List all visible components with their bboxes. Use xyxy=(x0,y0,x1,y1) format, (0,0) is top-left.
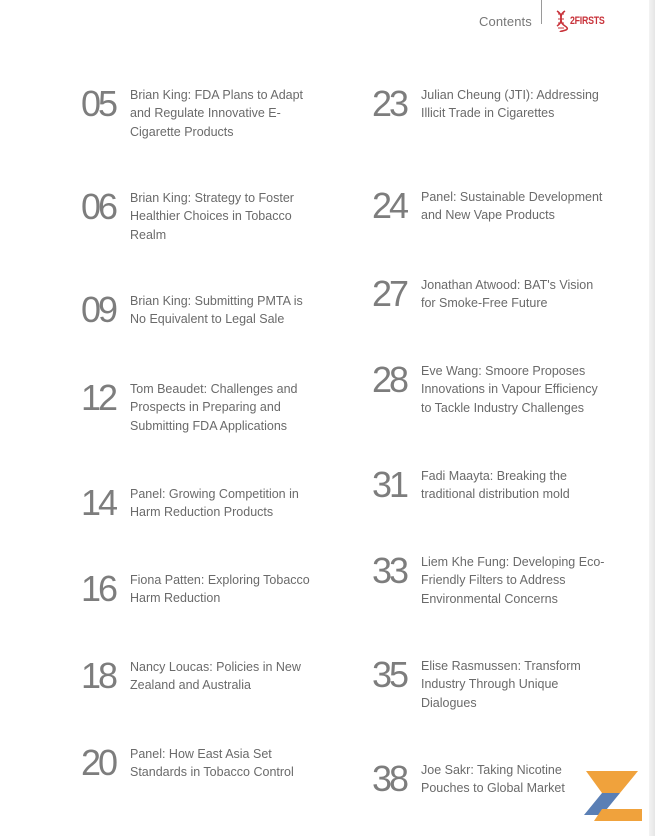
contents-heading: Contents xyxy=(479,14,532,29)
article-title: Elise Rasmussen: Transform Industry Through Unique Dialogues xyxy=(421,659,581,710)
page-number: 31 xyxy=(372,464,407,505)
article-title: Tom Beaudet: Challenges and Prospects in Preparing and Submitting FDA Applications xyxy=(130,382,298,433)
page-number: 12 xyxy=(81,377,116,418)
dna-helix-icon xyxy=(553,10,569,32)
article-title: Jonathan Atwood: BAT's Vision for Smoke-Free Future xyxy=(421,278,594,311)
article-title: Nancy Loucas: Policies in New Zealand and Australia xyxy=(130,660,301,693)
page-number: 23 xyxy=(372,83,407,124)
article-title: Brian King: FDA Plans to Adapt and Regulate Innovative E-Cigarette Products xyxy=(130,88,304,139)
article-title: Fadi Maayta: Breaking the traditional distribution mold xyxy=(421,469,570,502)
article-title: Julian Cheung (JTI): Addressing Illicit Trade in Cigarettes xyxy=(421,88,599,121)
article-title: Brian King: Submitting PMTA is No Equivalent to Legal Sale xyxy=(130,294,303,327)
page-number: 06 xyxy=(81,186,116,227)
article-title: Liem Khe Fung: Developing Eco-Friendly Filters to Address Environmental Concerns xyxy=(421,555,605,606)
brand-name: 2FIRSTS xyxy=(570,15,605,27)
page-number: 35 xyxy=(372,654,407,695)
page-number: 28 xyxy=(372,359,407,400)
page-number: 09 xyxy=(81,289,116,330)
brand-logo xyxy=(553,9,613,33)
page-number: 16 xyxy=(81,568,116,609)
article-title: Joe Sakr: Taking Nicotine Pouches to Global Market xyxy=(421,763,565,796)
article-title: Eve Wang: Smoore Proposes Innovations in Vapour Efficiency to Tackle Industry Challenges xyxy=(421,364,598,415)
page-edge-shadow xyxy=(649,0,655,836)
page-number: 33 xyxy=(372,550,407,591)
article-title: Panel: Growing Competition in Harm Reduction Products xyxy=(130,487,299,520)
header-divider xyxy=(541,0,542,24)
article-title: Fiona Patten: Exploring Tobacco Harm Reduction xyxy=(130,573,310,606)
article-title: Panel: How East Asia Set Standards in Tobacco Control xyxy=(130,747,294,780)
page-number: 24 xyxy=(372,185,407,226)
page-number: 18 xyxy=(81,655,116,696)
page-number: 38 xyxy=(372,758,407,799)
page-number: 20 xyxy=(81,742,116,783)
page-number: 05 xyxy=(81,83,116,124)
page-number: 14 xyxy=(81,482,116,523)
watermark-logo-icon xyxy=(580,769,644,823)
page-number: 27 xyxy=(372,273,407,314)
article-title: Brian King: Strategy to Foster Healthier Choices in Tobacco Realm xyxy=(130,191,294,242)
article-title: Panel: Sustainable Development and New Vape Products xyxy=(421,190,603,223)
